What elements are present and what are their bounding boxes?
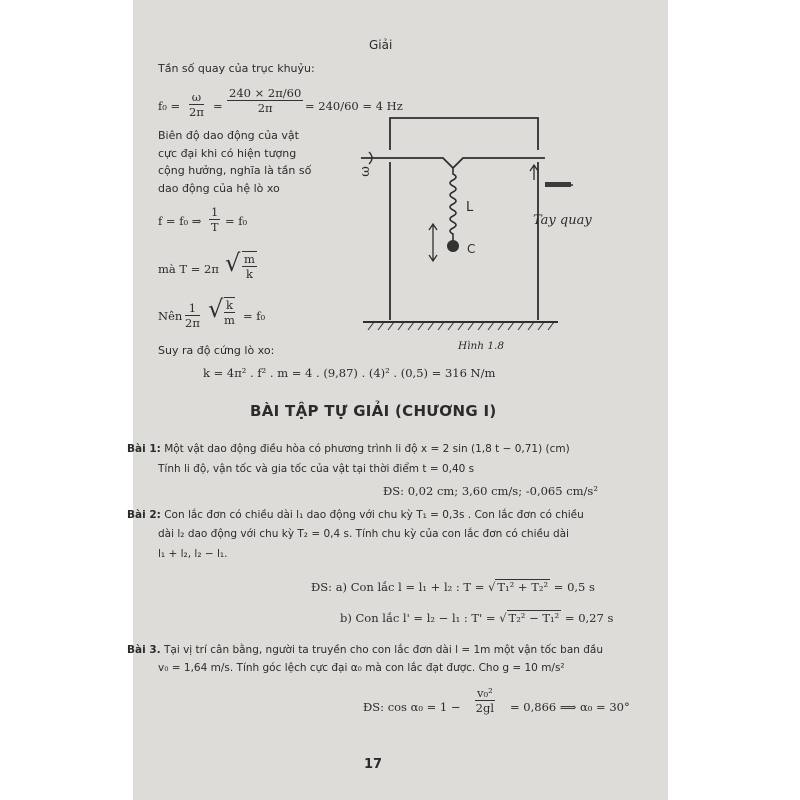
eq3-lhs: mà T = 2π [158, 262, 219, 276]
figure-caption: Hình 1.8 [458, 340, 505, 352]
solution-header: Giải [369, 38, 393, 52]
f0-rhs: = 240/60 = 4 Hz [305, 99, 403, 113]
exercise-1-answer: ĐS: 0,02 cm; 3,60 cm/s; -0,065 cm/s² [383, 484, 598, 498]
eq4-rhs: = f₀ [243, 309, 266, 323]
answer-3-num: v₀² [477, 686, 493, 700]
book-page [127, 0, 668, 800]
eq4-den: 2π [185, 316, 200, 330]
exercises-heading: BÀI TẬP TỰ GIẢI (CHƯƠNG I) [250, 402, 497, 420]
exercise-2-title: Bài 2: [127, 509, 161, 521]
exercise-1-line-2: Tính li độ, vận tốc và gia tốc của vật tại thời điểm t = 0,40 s [158, 463, 475, 475]
spring-icon [450, 168, 456, 240]
exercise-2-line-3: l₁ + l₂, l₂ − l₁. [158, 548, 228, 560]
handle-grip [545, 182, 571, 187]
answer-b-rhs: = 0,27 s [564, 611, 614, 625]
exercise-2 [127, 509, 584, 521]
para-line-2: cực đại khi có hiện tượng [158, 147, 297, 160]
exercise-2-answer-a [311, 579, 595, 594]
exercise-3-answer-lhs: ĐS: cos α₀ = 1 − [363, 700, 461, 714]
omega-label: ω [357, 166, 373, 177]
eq2-lhs: f = f₀ ⇒ [158, 214, 202, 228]
answer-a-rhs: = 0,5 s [553, 580, 595, 594]
exercise-2-line-2: dài l₂ dao động với chu kỳ T₂ = 0,4 s. Tính chu kỳ của con lắc đơn có chiều dài [158, 528, 569, 540]
eq2-den: T [210, 220, 219, 234]
frame-top [390, 118, 538, 150]
exercise-1-text: Một vật dao động điều hòa có phương trình li độ x = 2 sin (1,8 t − 0,71) (cm) [164, 443, 570, 455]
eq4-lhs: Nên [158, 309, 183, 323]
eq3-den: k [245, 267, 253, 281]
exercise-2-answer-b [340, 610, 613, 625]
eq4-sqrt-fraction [224, 297, 235, 327]
para-line-4: dao động của hệ lò xo [158, 182, 280, 195]
f0-frac2-num: 240 × 2π/60 [229, 86, 302, 100]
f0-fraction-2 [227, 86, 303, 115]
para-line-1: Biên độ dao động của vật [158, 129, 299, 142]
stiffness-equation: k = 4π² . f² . m = 4 . (9,87) . (4)² . (0,5) = 316 N/m [203, 366, 496, 380]
mass-label-C: C [467, 242, 476, 256]
double-arrow-icon [429, 224, 437, 261]
exercise-2-text: Con lắc đơn có chiều dài l₁ dao động với chu kỳ T₁ = 0,3s . Con lắc đơn có chiều [164, 509, 584, 521]
ground-hatching [368, 322, 554, 330]
exercise-3-answer-rhs: = 0,866 ⟹ α₀ = 30° [510, 700, 630, 714]
stiffness-label: Suy ra độ cứng lò xo: [158, 344, 275, 357]
eq4-fraction [185, 301, 200, 330]
answer-b-sqrt: T₂² − T₁² [508, 611, 560, 625]
exercise-1-title: Bài 1: [127, 443, 161, 455]
crank-handle-label: Tay quay [533, 213, 592, 228]
exercise-3-answer-fraction [475, 686, 495, 715]
answer-a-sqrt: T₁² + T₂² [497, 580, 549, 594]
eq3-sqrt-fraction [242, 251, 257, 281]
up-arrow-icon [530, 165, 538, 180]
answer-b-lhs: b) Con lắc l' = l₂ − l₁ : T' = [340, 611, 496, 625]
exercise-3-title: Bài 3. [127, 644, 161, 656]
eq4-num: 1 [185, 301, 200, 316]
sqrt-sign-icon: √ [499, 611, 507, 625]
answer-3-den: 2gl [475, 701, 495, 715]
eq2-num: 1 [211, 205, 219, 219]
sqrt-sign-icon: √ [488, 580, 496, 594]
spring-label-L: L [466, 200, 474, 215]
exercise-3 [127, 644, 603, 656]
eq4-snum: k [226, 298, 233, 312]
mass-bob-icon [447, 240, 459, 252]
eq4-sden: m [224, 313, 235, 327]
page-number: 17 [364, 757, 383, 772]
sqrt-sign-icon: √ [225, 249, 241, 277]
eq2-rhs: = f₀ [225, 214, 248, 228]
exercise-3-text: Tại vị trí cân bằng, người ta truyền cho con lắc đơn dài l = 1m một vận tốc ban đầu [163, 644, 603, 656]
para-line-3: cộng hưởng, nghĩa là tần số [158, 164, 312, 177]
crankshaft [361, 158, 545, 168]
eq3-num: m [244, 252, 255, 266]
eq2-fraction [209, 205, 220, 234]
exercise-3-line-2: v₀ = 1,64 m/s. Tính góc lệch cực đại α₀ mà con lắc đạt được. Cho g = 10 m/s² [158, 662, 565, 674]
f0-fraction-1 [189, 90, 204, 119]
sqrt-sign-icon: √ [208, 295, 224, 323]
rotation-frequency-label: Tần số quay của trục khuỷu: [158, 62, 315, 75]
f0-frac1-den: 2π [189, 105, 204, 119]
answer-a-lhs: ĐS: a) Con lắc l = l₁ + l₂ : T = [311, 580, 485, 594]
exercise-1 [127, 443, 570, 455]
f0-eq: = [213, 99, 223, 113]
f0-frac2-den: 2π [257, 101, 273, 115]
f0-frac1-num: ω [189, 90, 204, 105]
f0-lhs: f₀ = [158, 99, 181, 113]
